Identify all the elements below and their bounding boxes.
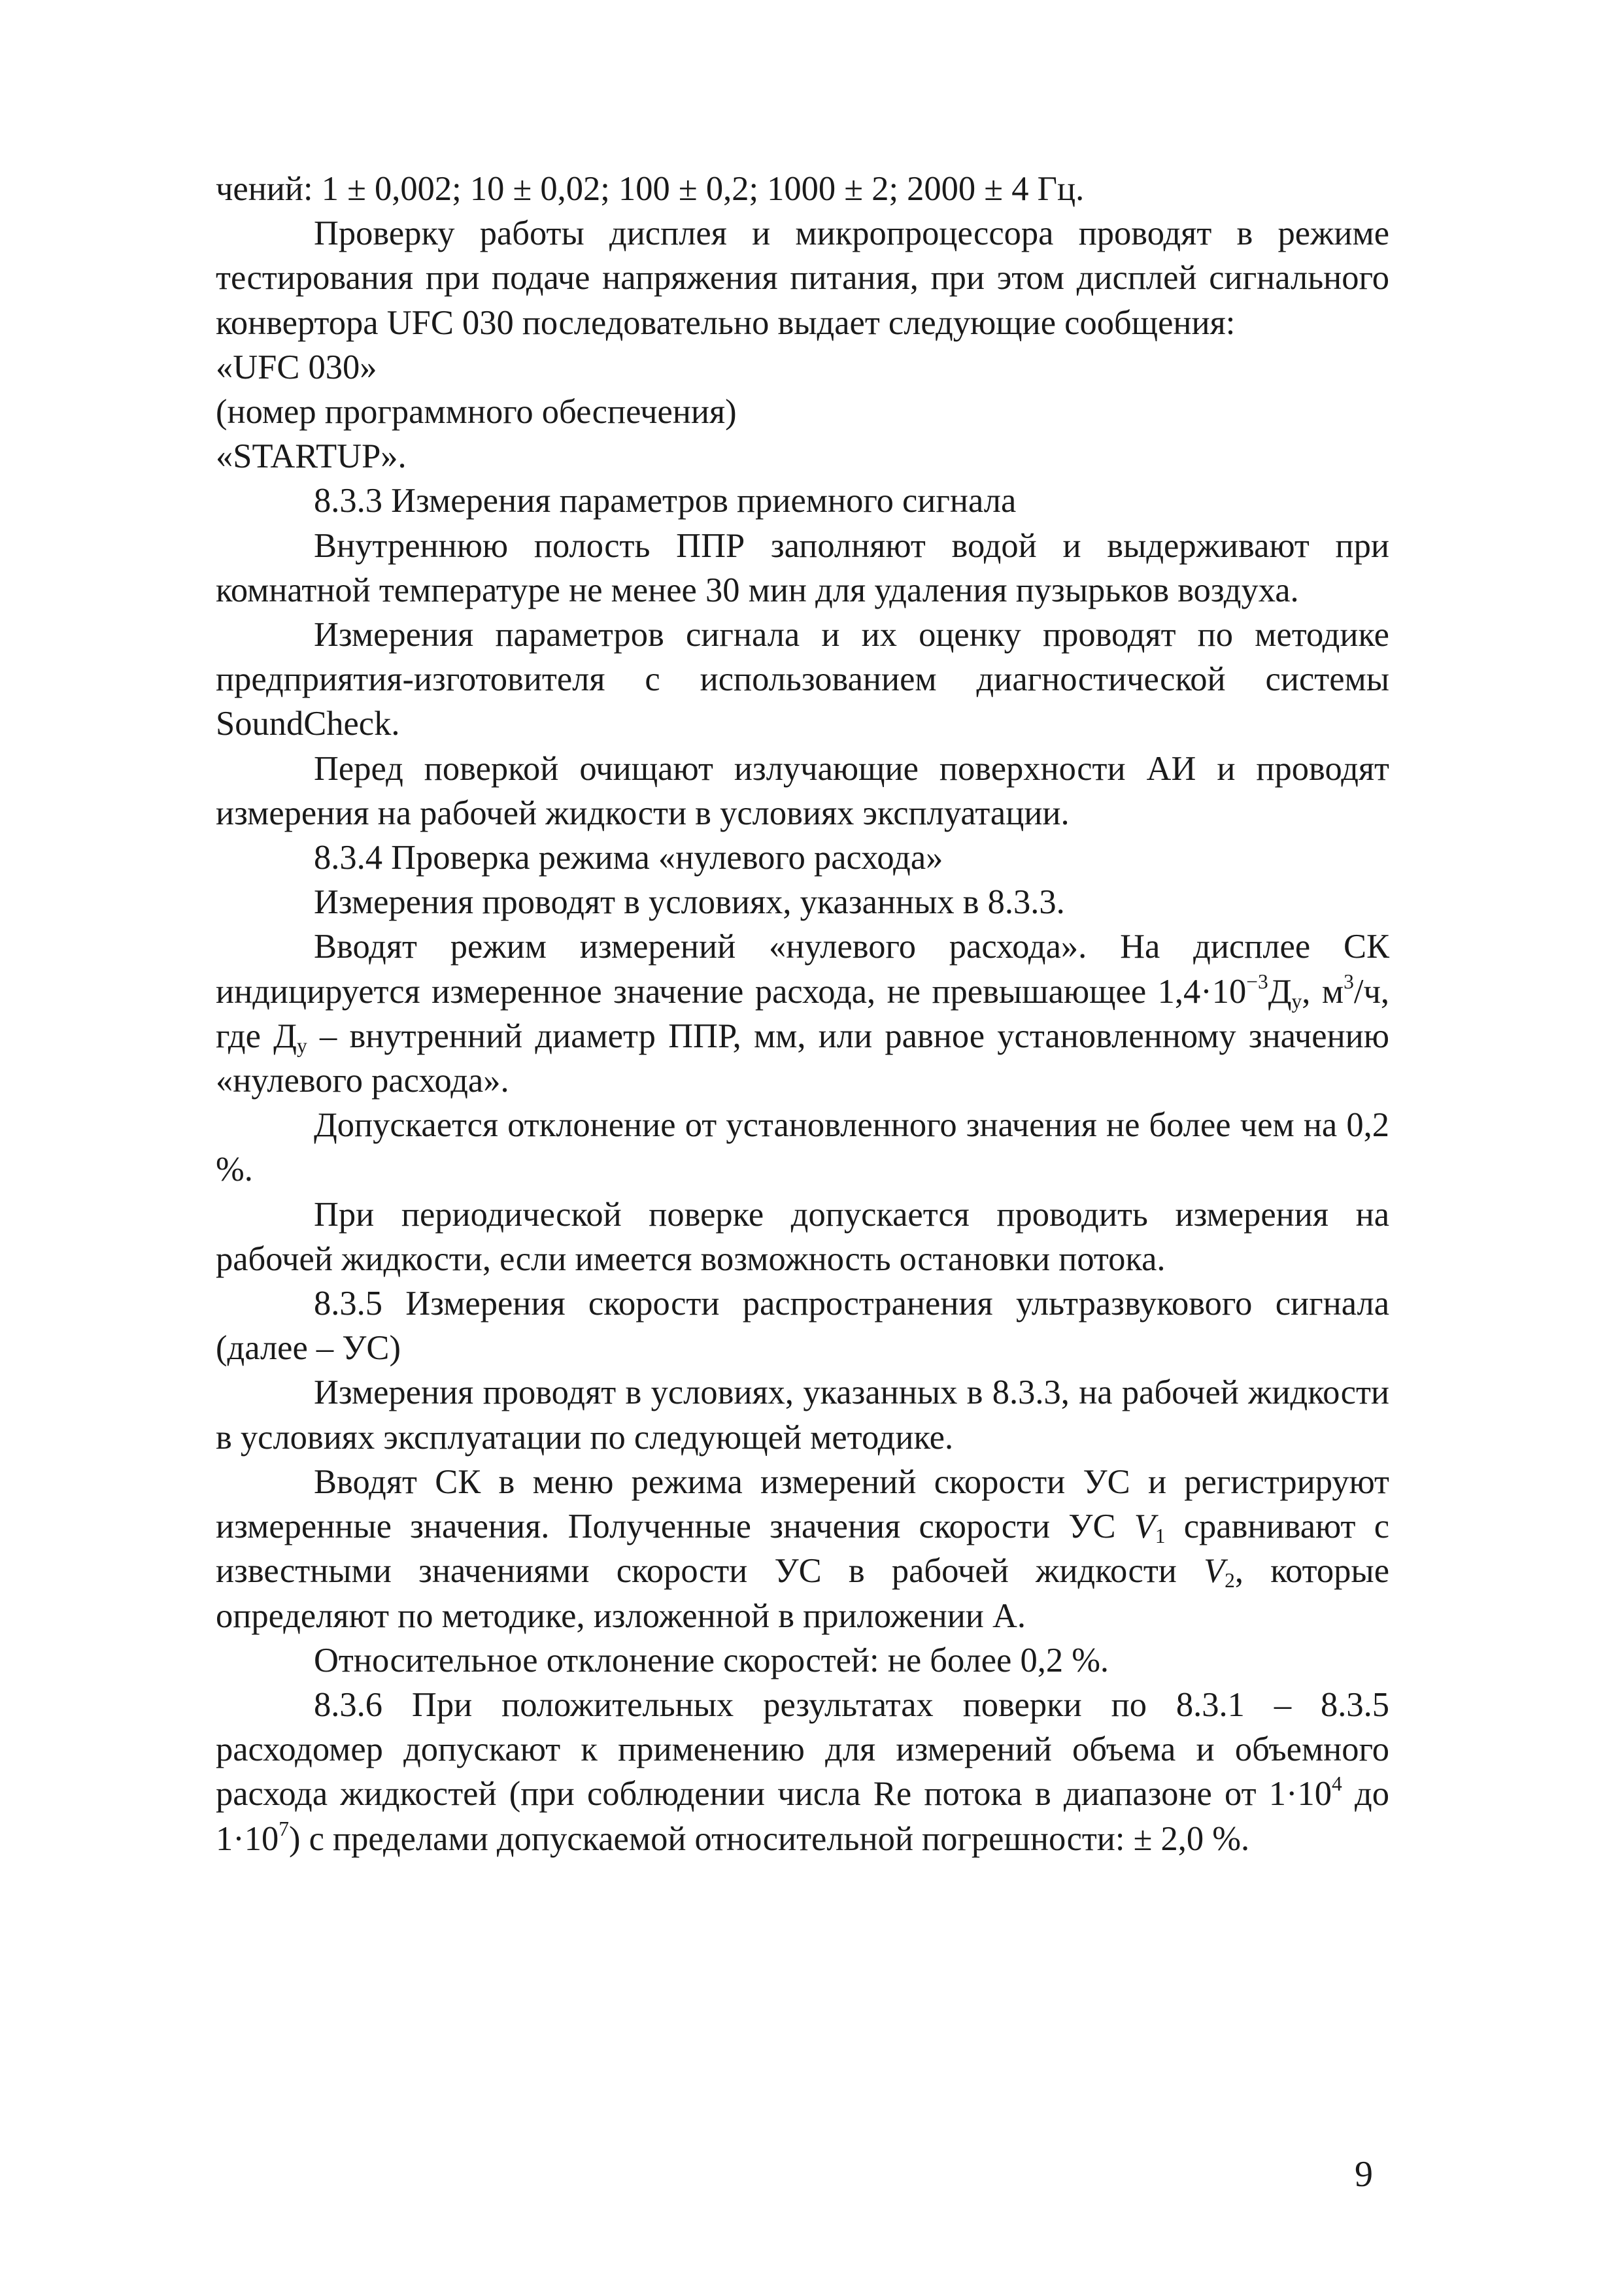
subscript: 1: [1155, 1524, 1166, 1547]
page-number: 9: [1355, 2154, 1373, 2195]
text-run: Вводят режим измерений «нулевого расхода». На дисплее СК индицируется измеренное значение расхода, не превышающее 1,4·10: [216, 928, 1389, 1011]
exponent: −3: [1246, 969, 1268, 993]
text-run: до 1·10: [216, 1775, 1389, 1858]
text-run: 8.3.6 При положительных результатах поверки по 8.3.1 – 8.3.5 расходомер допускают к применению для измерений объема и объемного расхода жидкостей (при соблюдении числа Re потока в диапазоне от 1·10: [216, 1685, 1389, 1813]
text-run: сравнивают с известными значениями скорости УС в рабочей жидкости: [216, 1508, 1389, 1591]
paragraph-display-test: Проверку работы дисплея и микропроцессора проводят в режиме тестирования при подаче напряжения питания, при этом дисплей сигнального конвертора UFC 030 последовательно выдает следующие сообщения:: [216, 214, 1389, 342]
message-ufc030: «UFC 030»: [216, 348, 377, 386]
message-software-number: (номер программного обеспечения): [216, 393, 737, 431]
variable: V: [1134, 1508, 1155, 1546]
section-heading-8-3-3: 8.3.3 Измерения параметров приемного сигнала: [314, 482, 1017, 520]
message-startup: «STARTUP».: [216, 437, 407, 476]
exponent: 7: [279, 1817, 289, 1840]
paragraph-clean-surfaces: Перед поверкой очищают излучающие поверхности АИ и проводят измерения на рабочей жидкости в условиях эксплуатации.: [216, 749, 1389, 832]
paragraph-conditions-8-3-4: Измерения проводят в условиях, указанных в 8.3.3.: [314, 883, 1065, 922]
exponent: 3: [1344, 969, 1354, 993]
subscript: у: [297, 1034, 307, 1057]
paragraph-deviation: Допускается отклонение от установленного значения не более чем на 0,2 %.: [216, 1106, 1389, 1189]
paragraph-continuation: чений: 1 ± 0,002; 10 ± 0,02; 100 ± 0,2; 1000 ± 2; 2000 ± 4 Гц.: [216, 170, 1085, 208]
paragraph-periodic-check: При периодической поверке допускается проводить измерения на рабочей жидкости, если имеется возможность остановки потока.: [216, 1195, 1389, 1278]
variable: V: [1204, 1552, 1225, 1591]
text-run: ) с пределами допускаемой относительной погрешности: ± 2,0 %.: [288, 1819, 1250, 1858]
text-run: Вводят СК в меню режима измерений скорости УС и регистрируют измеренные значения. Полученные значения скорости УС: [216, 1462, 1389, 1546]
subscript: 2: [1225, 1569, 1235, 1593]
text-run: /ч, где Д: [216, 972, 1389, 1055]
exponent: 4: [1332, 1772, 1342, 1796]
subscript: у: [1291, 989, 1302, 1013]
paragraph-speed-deviation: Относительное отклонение скоростей: не более 0,2 %.: [314, 1641, 1109, 1679]
text-run: , которые определяют по методике, изложенной в приложении А.: [216, 1552, 1389, 1635]
paragraph-soundcheck: Измерения параметров сигнала и их оценку проводят по методике предприятия-изготовителя с использованием диагностической системы SoundCheck.: [216, 616, 1389, 743]
paragraph-zero-flow: [216, 924, 1389, 1103]
paragraph-conditions-8-3-5: Измерения проводят в условиях, указанных в 8.3.3, на рабочей жидкости в условиях эксплуатации по следующей методике.: [216, 1374, 1389, 1457]
section-heading-8-3-5: 8.3.5 Измерения скорости распространения ультразвукового сигнала (далее – УС): [216, 1285, 1389, 1368]
document-page: [216, 167, 1389, 1861]
text-run: , м: [1302, 972, 1344, 1011]
section-heading-8-3-4: 8.3.4 Проверка режима «нулевого расхода»: [314, 839, 943, 877]
paragraph-8-3-6: [216, 1683, 1389, 1861]
text-run: Д: [1268, 972, 1292, 1011]
paragraph-fill-water: Внутреннюю полость ППР заполняют водой и выдерживают при комнатной температуре не менее 30 мин для удаления пузырьков воздуха.: [216, 526, 1389, 609]
text-run: – внутренний диаметр ППР, мм, или равное установленному значению «нулевого расхода».: [216, 1017, 1389, 1100]
paragraph-speed-measure: [216, 1460, 1389, 1638]
